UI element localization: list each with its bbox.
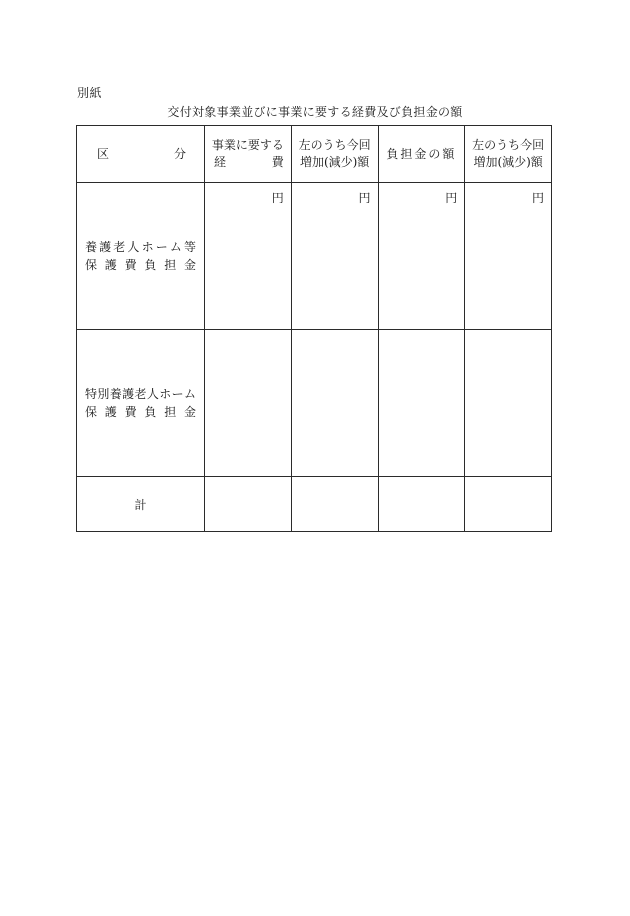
header-burden-change-line2: 増加(減少)額: [473, 155, 543, 169]
row-category: [77, 330, 205, 477]
total-label: 計: [77, 477, 205, 532]
header-expense-change: [291, 126, 378, 183]
table-row: [77, 330, 552, 477]
total-expense-change-cell[interactable]: [291, 477, 378, 532]
table-row: [77, 183, 552, 330]
header-burden: [378, 126, 465, 183]
expense-cell[interactable]: [205, 330, 292, 477]
document-title: 交付対象事業並びに事業に要する経費及び負担金の額: [167, 105, 463, 119]
header-burden-change-line1: 左のうち今回: [472, 138, 545, 152]
attachment-label: 別紙: [77, 86, 103, 100]
header-expense-line1: 事業に要する: [211, 138, 284, 152]
row-category-line2: 保護費負担金: [85, 258, 196, 272]
total-expense-cell[interactable]: [205, 477, 292, 532]
total-row: [77, 477, 552, 532]
burden-cell[interactable]: [378, 183, 465, 330]
header-expense-line2-char2: 費: [271, 155, 284, 169]
row-category-line1: 特別養護老人ホーム: [85, 387, 196, 401]
burden-cell[interactable]: [378, 330, 465, 477]
header-row: [77, 126, 552, 183]
expense-cell[interactable]: [205, 183, 292, 330]
burden-change-cell[interactable]: [465, 183, 552, 330]
row-category: [77, 183, 205, 330]
cost-table: [76, 125, 552, 532]
burden-change-cell[interactable]: [465, 330, 552, 477]
total-burden-change-cell[interactable]: [465, 477, 552, 532]
header-category-char2: 分: [173, 146, 186, 161]
expense-change-cell[interactable]: [291, 330, 378, 477]
unit-label: 円: [271, 191, 284, 205]
header-expense: [205, 126, 292, 183]
unit-label: 円: [445, 191, 458, 205]
expense-change-cell[interactable]: [291, 183, 378, 330]
header-burden-change: [465, 126, 552, 183]
header-category: [77, 126, 205, 183]
header-expense-change-line1: 左のうち今回: [298, 138, 371, 152]
total-burden-cell[interactable]: [378, 477, 465, 532]
row-category-line1: 養護老人ホーム等: [85, 240, 196, 254]
header-expense-change-line2: 増加(減少)額: [299, 155, 370, 169]
unit-label: 円: [358, 191, 371, 205]
row-category-line2: 保護費負担金: [85, 405, 196, 419]
header-category-char1: 区: [97, 146, 110, 161]
header-burden-label: 負担金の額: [386, 146, 457, 161]
unit-label: 円: [531, 191, 544, 205]
header-expense-line2-char1: 経: [214, 155, 227, 169]
